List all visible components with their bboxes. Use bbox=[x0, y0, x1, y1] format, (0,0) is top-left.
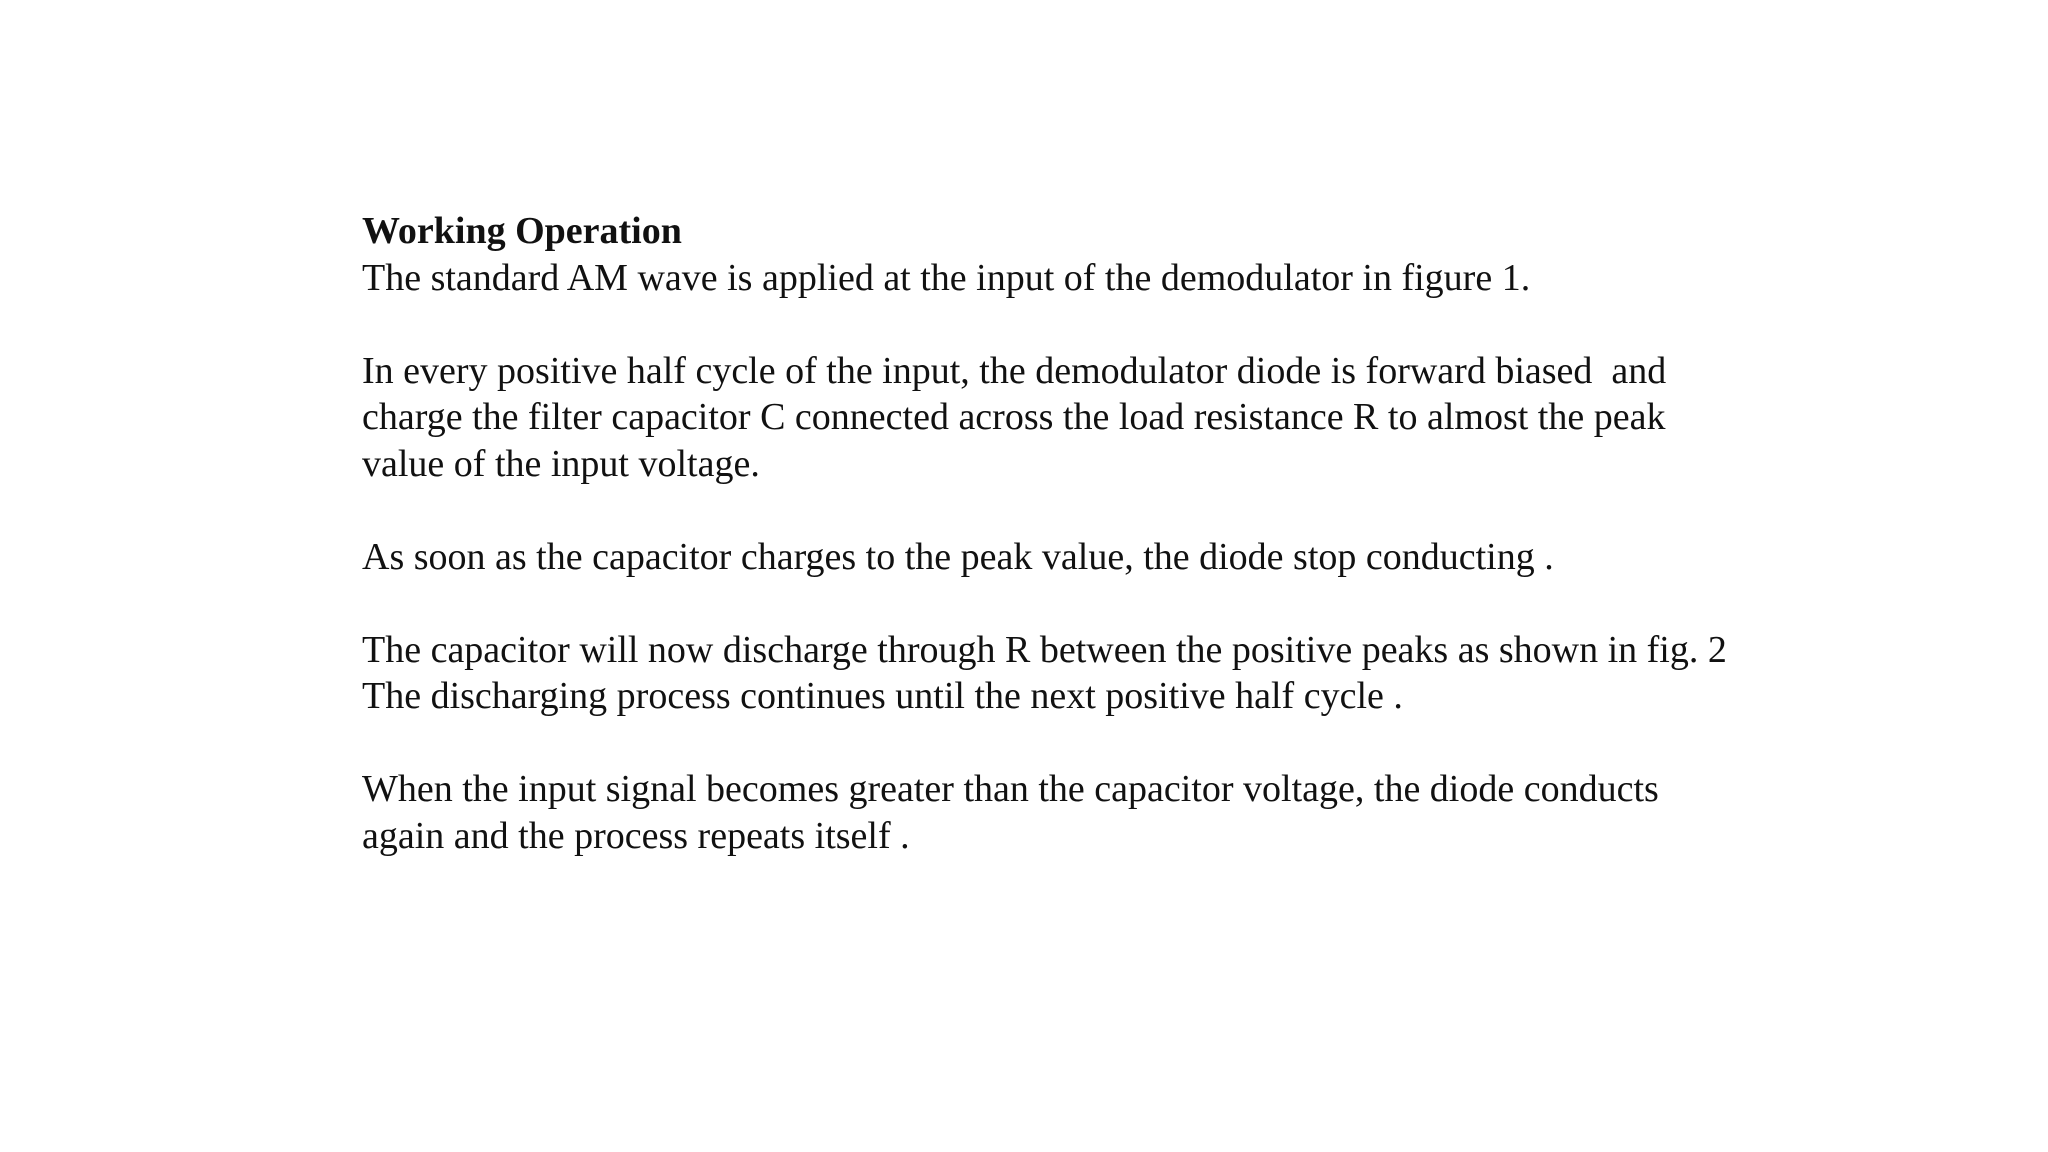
paragraph-gap bbox=[362, 487, 1862, 534]
text-line: In every positive half cycle of the input, the demodulator diode is forward biased and bbox=[362, 349, 1667, 392]
paragraph-positive-half-cycle bbox=[362, 348, 1862, 488]
paragraph-process-repeats bbox=[362, 766, 1862, 859]
text-line: The standard AM wave is applied at the input of the demodulator in figure 1. bbox=[362, 256, 1531, 299]
slide-body bbox=[362, 208, 1862, 859]
text-line: value of the input voltage. bbox=[362, 442, 760, 485]
section-heading: Working Operation bbox=[362, 210, 682, 252]
paragraph-gap bbox=[362, 580, 1862, 627]
paragraph-gap bbox=[362, 720, 1862, 767]
text-line: As soon as the capacitor charges to the peak value, the diode stop conducting . bbox=[362, 535, 1554, 578]
text-line: When the input signal becomes greater than the capacitor voltage, the diode conducts bbox=[362, 768, 1659, 810]
text-line: charge the filter capacitor C connected across the load resistance R to almost the peak bbox=[362, 396, 1666, 438]
paragraph-diode-stops bbox=[362, 534, 1862, 581]
text-line: The capacitor will now discharge through R between the positive peaks as shown in fig. 2 bbox=[362, 628, 1727, 671]
paragraph-capacitor-discharge bbox=[362, 627, 1862, 720]
text-line: The discharging process continues until the next positive half cycle . bbox=[362, 675, 1403, 717]
text-line: again and the process repeats itself . bbox=[362, 814, 910, 857]
paragraph-gap bbox=[362, 301, 1862, 348]
paragraph-input-applied bbox=[362, 255, 1862, 302]
